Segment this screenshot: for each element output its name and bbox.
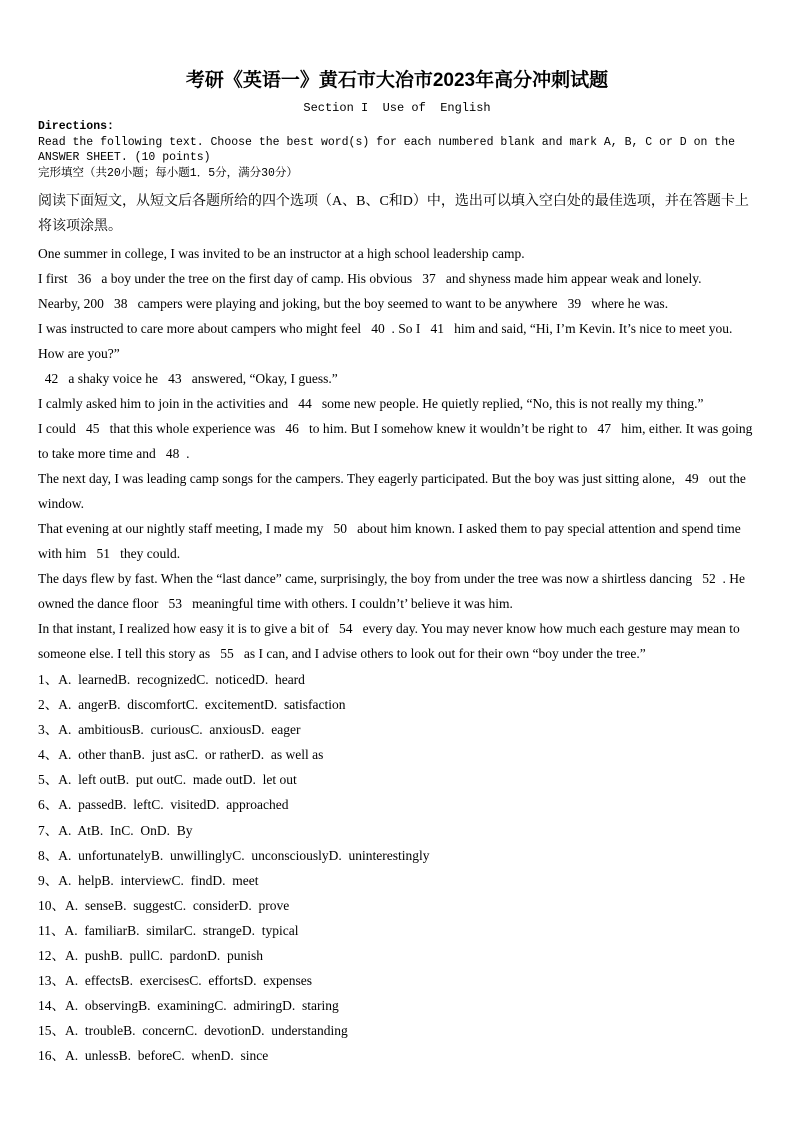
question-option: C. devotion <box>184 1023 252 1039</box>
question-row <box>38 692 756 717</box>
question-option: B. left <box>114 797 152 813</box>
question-option: D. expenses <box>243 973 312 989</box>
question-option: A. ambitious <box>58 722 132 738</box>
question-option: A. passed <box>58 797 115 813</box>
question-number: 2、 <box>38 697 59 713</box>
question-option: B. exercises <box>120 973 190 989</box>
question-option: C. anxious <box>190 722 252 738</box>
question-row <box>38 893 756 918</box>
question-list <box>38 667 756 1069</box>
passage-paragraph: That evening at our nightly staff meeting, I made my 50 about him known. I asked them to pay special attention and spend time with him 51 they could. <box>38 521 745 561</box>
question-option: B. interview <box>101 872 172 888</box>
question-option: A. learned <box>58 672 118 687</box>
question-row <box>38 792 756 817</box>
question-option: C. strange <box>183 922 242 938</box>
question-option: B. recognized <box>117 672 197 687</box>
question-row <box>38 742 756 767</box>
question-option: A. effects <box>65 973 121 989</box>
question-row <box>38 717 756 742</box>
passage-paragraph: In that instant, I realized how easy it is to give a bit of 54 every day. You may never know how much each gesture may mean to someone else. I tell this story as 55 as I can, and I advise others to look out for their own “boy under the tree.” <box>38 621 744 661</box>
question-row <box>38 868 756 893</box>
question-option: B. similar <box>127 922 184 938</box>
question-option: B. concern <box>123 1023 185 1039</box>
question-number: 14、 <box>38 998 65 1014</box>
question-option: C. unconsciously <box>232 847 329 863</box>
question-row <box>38 767 756 792</box>
question-option: C. On <box>121 822 157 838</box>
question-option: C. consider <box>173 897 239 913</box>
passage-paragraph: One summer in college, I was invited to be an instructor at a high school leadership camp. <box>38 246 525 261</box>
question-option: B. just as <box>132 747 186 763</box>
question-option: A. help <box>58 872 102 888</box>
question-option: D. meet <box>212 872 259 888</box>
question-option: A. other than <box>58 747 133 763</box>
question-option: C. visited <box>151 797 207 813</box>
question-option: D. By <box>156 822 193 838</box>
question-number: 12、 <box>38 948 65 964</box>
question-row <box>38 918 756 943</box>
question-number: 5、 <box>38 772 59 788</box>
passage-paragraph: I calmly asked him to join in the activities and 44 some new people. He quietly replied, “No, this is not really my thing.” <box>38 396 704 411</box>
question-option: D. let out <box>242 772 297 788</box>
question-option: D. heard <box>255 672 305 687</box>
question-option: D. satisfaction <box>264 697 346 713</box>
passage-paragraph: Nearby, 200 38 campers were playing and joking, but the boy seemed to want to be anywhere 39 where he was. <box>38 296 669 311</box>
question-row <box>38 667 756 692</box>
question-option: D. approached <box>206 797 289 813</box>
question-option: A. trouble <box>65 1023 124 1039</box>
question-option: A. left out <box>58 772 117 788</box>
passage <box>38 241 756 666</box>
question-option: C. efforts <box>189 973 244 989</box>
question-option: B. pull <box>110 948 151 964</box>
question-option: D. punish <box>207 948 264 964</box>
passage-paragraph: The days flew by fast. When the “last dance” came, surprisingly, the boy from under the tree was now a shirtless dancing 52 . He owned the dance floor 53 meaningful time with others. I couldn’t’ believe it was him. <box>38 571 749 611</box>
question-number: 1、 <box>38 672 59 687</box>
question-row <box>38 993 756 1018</box>
question-option: A. observing <box>65 998 139 1014</box>
question-number: 6、 <box>38 797 59 813</box>
question-option: B. suggest <box>114 897 174 913</box>
question-number: 10、 <box>38 897 65 913</box>
directions-english-text: Read the following text. Choose the best word(s) for each numbered blank and mark A, B, C or D on the ANSWER SHEET. (10 points) <box>38 135 742 164</box>
passage-paragraph: I was instructed to care more about campers who might feel 40 . So I 41 him and said, “Hi, I’m Kevin. It’s nice to meet you. How are you?” <box>38 321 736 361</box>
question-option: B. unwillingly <box>150 847 233 863</box>
question-option: A. At <box>58 822 91 838</box>
passage-paragraph: I first 36 a boy under the tree on the first day of camp. His obvious 37 and shyness made him appear weak and lonely. <box>38 271 702 286</box>
question-option: B. curious <box>131 722 191 738</box>
question-row <box>38 968 756 993</box>
question-option: C. noticed <box>196 672 256 687</box>
question-option: D. as well as <box>250 747 324 763</box>
question-number: 13、 <box>38 973 65 989</box>
question-number: 11、 <box>38 922 65 938</box>
question-option: B. examining <box>138 998 215 1014</box>
question-row <box>38 843 756 868</box>
question-option: A. unless <box>65 1048 119 1064</box>
question-number: 4、 <box>38 747 59 763</box>
question-number: 15、 <box>38 1023 65 1039</box>
question-option: A. push <box>65 948 111 964</box>
question-row <box>38 1018 756 1043</box>
passage-paragraph: 42 a shaky voice he 43 answered, “Okay, I guess.” <box>38 371 338 386</box>
question-option: D. staring <box>282 998 339 1014</box>
question-option: D. uninterestingly <box>328 847 430 863</box>
directions-label: Directions: <box>38 120 114 133</box>
question-option: D. since <box>220 1048 269 1064</box>
question-option: B. put out <box>116 772 174 788</box>
question-option: B. before <box>118 1048 173 1064</box>
question-row <box>38 1043 756 1068</box>
question-option: C. excitement <box>185 697 265 713</box>
question-option: A. unfortunately <box>58 847 151 863</box>
question-option: C. when <box>172 1048 221 1064</box>
question-option: C. or rather <box>185 747 251 763</box>
question-option: B. In <box>90 822 122 838</box>
question-number: 9、 <box>38 872 59 888</box>
section-heading: Section I Use of English <box>303 101 491 115</box>
passage-paragraph: I could 45 that this whole experience was 46 to him. But I somehow knew it wouldn’t be right to 47 him, either. It was going to take more time and 48 . <box>38 421 756 461</box>
question-number: 8、 <box>38 847 59 863</box>
question-number: 7、 <box>38 822 59 838</box>
passage-paragraph: The next day, I was leading camp songs for the campers. They eagerly participated. But the boy was just sitting alone, 49 out the window. <box>38 471 750 511</box>
question-number: 16、 <box>38 1048 65 1064</box>
question-option: D. understanding <box>251 1023 348 1039</box>
question-option: B. discomfort <box>108 697 186 713</box>
page-title: 考研《英语一》黄石市大冶市2023年高分冲刺试题 <box>185 70 609 91</box>
question-option: A. anger <box>58 697 109 713</box>
question-option: C. made out <box>173 772 243 788</box>
question-number: 3、 <box>38 722 59 738</box>
question-option: A. sense <box>65 897 115 913</box>
question-option: C. find <box>171 872 213 888</box>
question-option: D. prove <box>238 897 290 913</box>
directions-chinese-text: 完形填空（共20小题；每小题1．5分，满分30分） <box>38 166 298 180</box>
question-row <box>38 943 756 968</box>
question-row <box>38 818 756 843</box>
question-option: C. pardon <box>150 948 208 964</box>
question-option: A. familiar <box>64 922 128 938</box>
question-option: C. admiring <box>214 998 283 1014</box>
cloze-instruction: 阅读下面短文，从短文后各题所给的四个选项（A、B、C和D）中，选出可以填入空白处的最佳选项，并在答题卡上将该项涂黑。 <box>38 194 749 234</box>
question-option: D. typical <box>241 922 299 938</box>
question-option: D. eager <box>251 722 301 738</box>
